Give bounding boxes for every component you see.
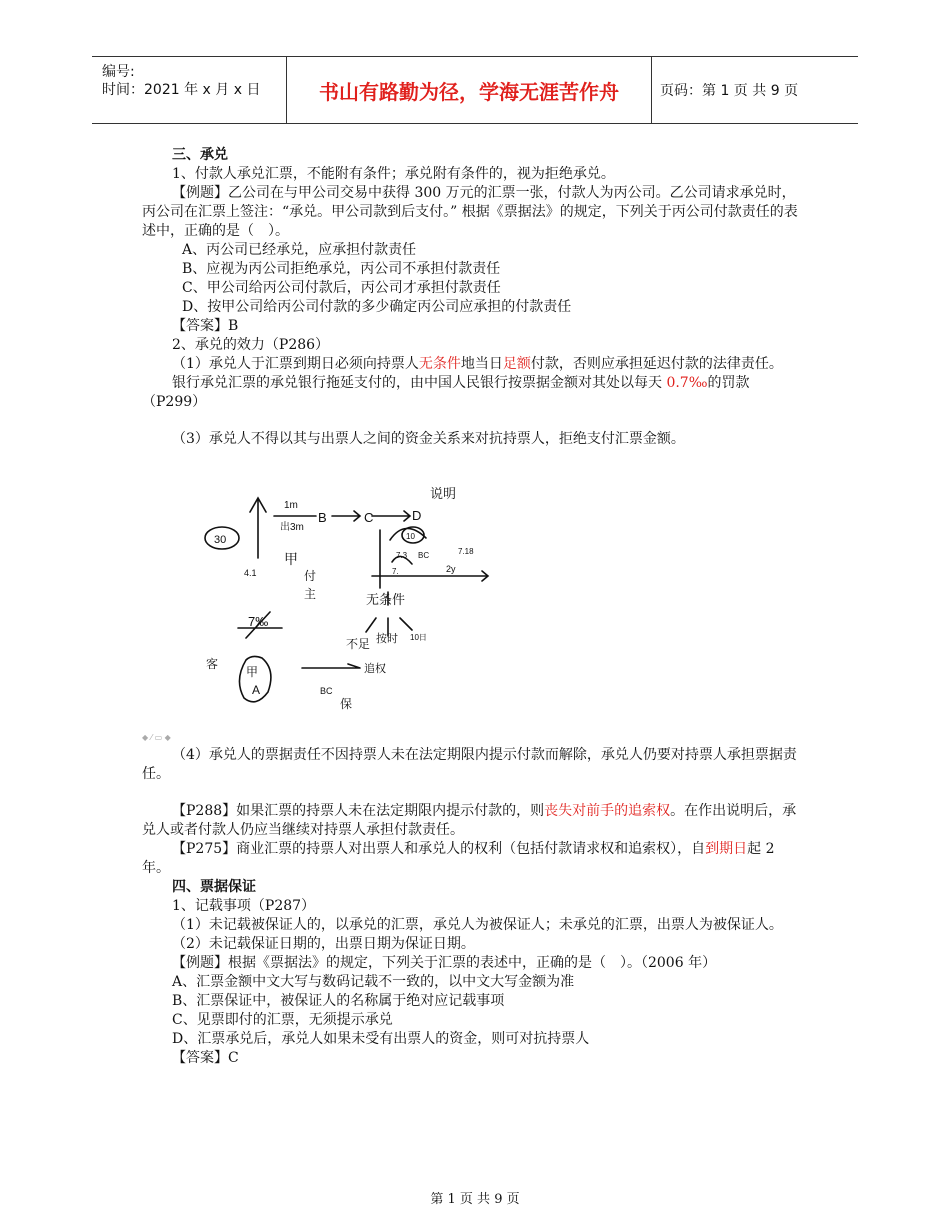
sketch-label: 30: [214, 534, 227, 546]
sketch-label: A: [252, 683, 261, 697]
header-motto: 书山有路勤为径，学海无涯苦作舟: [287, 57, 652, 123]
time-label: 时间：2021 年 x 月 x 日: [102, 82, 261, 98]
option: B、应视为丙公司拒绝承兑，丙公司不承担付款责任: [182, 261, 501, 277]
text-run: 付款，否则应承担延迟付款的法律责任。: [530, 356, 783, 372]
sketch-label: 1m: [284, 500, 298, 511]
example-question: 【例题】乙公司在与甲公司交易中获得 300 万元的汇票一张，付款人为丙公司。乙公司请求承兑时，丙公司在汇票上签注：“承兑。甲公司款到后支付。” 根据《票据法》的规定，下列关于丙公司付款责任的表述中，正确的是（ ）。: [142, 185, 798, 239]
sketch-timeline: [372, 530, 488, 588]
sketch-label: 说明: [430, 486, 457, 501]
highlight-text: 丧失对前手的追索权: [544, 803, 671, 819]
sketch-label: 4.1: [244, 568, 257, 578]
sketch-label: 10日: [410, 633, 427, 642]
paragraph: （1）未记载被保证人的，以承兑的汇票，承兑人为被保证人；未承兑的汇票，出票人为被保证人。: [172, 917, 783, 933]
paragraph: （4）承兑人的票据责任不因持票人未在法定期限内提示付款而解除，承兑人仍要对持票人承担票据责任。: [142, 747, 797, 782]
option: C、甲公司给丙公司付款后，丙公司才承担付款责任: [182, 280, 501, 296]
paragraph: 1、记载事项（P287）: [172, 898, 316, 914]
ink-toolbar-icons: ◆ ⁄ ▭ ◆: [142, 733, 171, 742]
document-body-continued: [142, 746, 802, 1068]
text-run: （1）承兑人于汇票到期日必须向持票人: [172, 356, 419, 372]
paragraph: （2）未记载保证日期的，出票日期为保证日期。: [172, 936, 475, 952]
number-label: 编号:: [102, 64, 135, 80]
text-run: 【P288】如果汇票的持票人未在法定期限内提示付款的，则: [172, 803, 545, 819]
paragraph: 1、付款人承兑汇票，不能附有条件；承兑附有条件的，视为拒绝承兑。: [172, 166, 615, 182]
section-title-guarantee: 四、票据保证: [172, 879, 256, 895]
paragraph: 2、承兑的效力（P286）: [172, 337, 330, 353]
text-run: 的罚款（P299）: [142, 375, 750, 410]
paragraph: （3）承兑人不得以其与出票人之间的资金关系来对抗持票人，拒绝支付汇票金额。: [172, 431, 685, 447]
option: D、汇票承兑后，承兑人如果未受有出票人的资金，则可对抗持票人: [172, 1031, 590, 1047]
highlight-text: 无条件: [418, 356, 461, 372]
option: A、丙公司已经承兑，应承担付款责任: [182, 242, 417, 258]
sketch-label: 7‰: [248, 614, 269, 629]
sketch-label: 无条件: [366, 592, 406, 607]
sketch-label: 7.3: [396, 551, 408, 560]
sketch-arrow: [250, 498, 266, 558]
paragraph-bank-penalty: [142, 374, 802, 412]
sketch-label: 7.: [392, 567, 399, 576]
sketch-arrow: [372, 511, 410, 521]
handwritten-sketch: [200, 480, 500, 720]
sketch-label: 出3m: [280, 522, 304, 533]
sketch-label: BC: [320, 686, 333, 696]
sketch-label: 10: [406, 532, 415, 541]
paragraph-acceptance-effect: [142, 355, 802, 374]
option: D、按甲公司给丙公司付款的多少确定丙公司应承担的付款责任: [182, 299, 572, 315]
sketch-label: 付: [304, 569, 317, 583]
sketch-label: 不足: [346, 637, 371, 651]
sketch-label: D: [412, 508, 422, 523]
sketch-label: 主: [304, 587, 317, 601]
example-question: 【例题】根据《票据法》的规定，下列关于汇票的表述中，正确的是（ ）。（2006 年）: [172, 955, 717, 971]
sketch-label: 追权: [364, 663, 386, 675]
sketch-label: 客: [206, 657, 219, 671]
page-header: [92, 56, 858, 124]
highlight-text: 0.7‰: [666, 375, 708, 391]
answer: 【答案】B: [172, 318, 239, 334]
paragraph-p275: [142, 840, 802, 878]
sketch-label: BC: [418, 551, 430, 560]
sketch-label: C: [364, 510, 374, 525]
text-run: 地当日: [460, 356, 503, 372]
document-body: [142, 146, 802, 449]
text-run: 。在作出说明后，承兑人或者付款人仍应当继续对持票人承担付款责任。: [142, 803, 797, 838]
header-page-info: 页码：第 1 页 共 9 页: [660, 83, 799, 99]
paragraph-p288: [142, 802, 802, 840]
sketch-label: 2y: [446, 564, 456, 574]
sketch-arrow: [332, 511, 360, 521]
header-meta: [92, 57, 287, 123]
sketch-label: 7.18: [458, 547, 474, 556]
option: B、汇票保证中，被保证人的名称属于绝对应记载事项: [172, 993, 505, 1009]
answer: 【答案】C: [172, 1050, 239, 1066]
text-run: 银行承兑汇票的承兑银行拖延支付的，由中国人民银行按票据金额对其处以每天: [172, 375, 667, 391]
option: A、汇票金额中文大写与数码记载不一致的，以中文大写金额为准: [172, 974, 575, 990]
section-title-acceptance: 三、承兑: [172, 147, 228, 163]
text-run: 起 2 年。: [142, 841, 775, 876]
sketch-label: B: [318, 510, 327, 525]
highlight-text: 到期日: [705, 841, 748, 857]
highlight-text: 足额: [502, 356, 531, 372]
option: C、见票即付的汇票，无须提示承兑: [172, 1012, 393, 1028]
sketch-label: 甲: [284, 551, 298, 567]
page-footer: 第 1 页 共 9 页: [430, 1192, 520, 1207]
sketch-label: 甲: [246, 665, 259, 679]
sketch-line: [302, 664, 360, 668]
sketch-label: 按时: [376, 633, 398, 645]
sketch-label: 保: [340, 697, 353, 711]
text-run: 【P275】商业汇票的持票人对出票人和承兑人的权利（包括付款请求权和追索权），自: [172, 841, 706, 857]
